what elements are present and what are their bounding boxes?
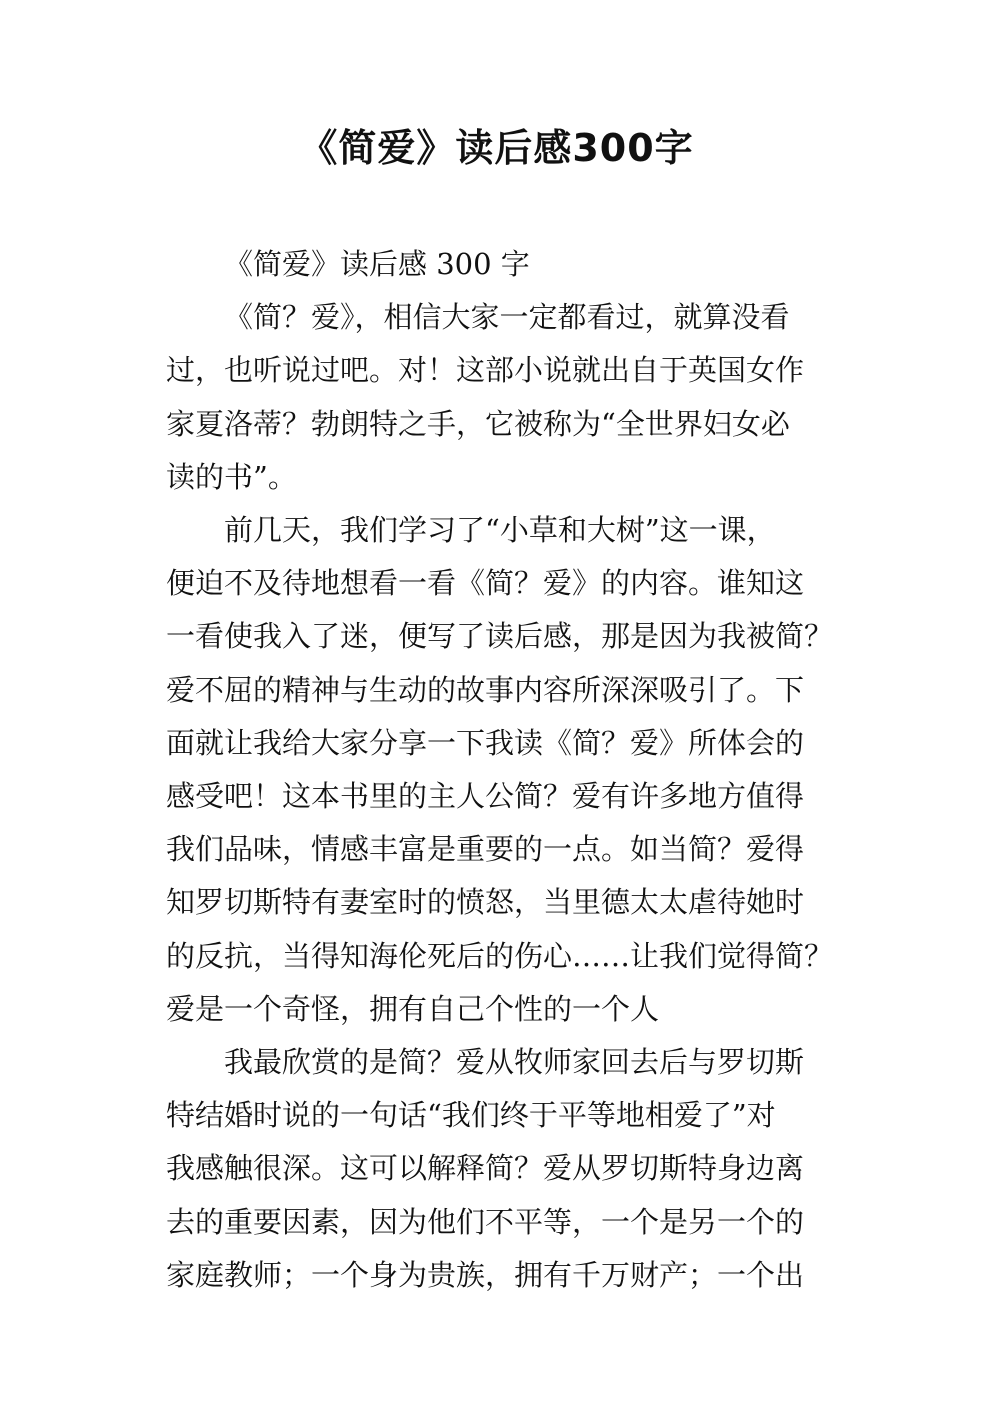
document-body: [166, 238, 842, 1302]
paragraph-line: 我们品味，情感丰富是重要的一点。如当简？爱得: [166, 832, 805, 867]
paragraph-line: 我最欣赏的是简？爱从牧师家回去后与罗切斯: [224, 1045, 805, 1080]
paragraph-line: 特结婚时说的一句话“我们终于平等地相爱了”对: [166, 1098, 776, 1133]
document-subtitle: 《简爱》读后感 300 字: [224, 247, 530, 281]
paragraph-line: 爱是一个奇怪，拥有自己个性的一个人: [166, 991, 660, 1026]
paragraph-3: [166, 1036, 842, 1302]
paragraph-1: [166, 291, 842, 504]
paragraph-line: 读的书”。: [166, 459, 297, 494]
document-title: 《简爱》读后感300字: [299, 126, 694, 170]
paragraph-line: 我感触很深。这可以解释简？爱从罗切斯特身边离: [166, 1151, 805, 1186]
paragraph-line: 前几天，我们学习了“小草和大树”这一课，: [224, 513, 776, 548]
paragraph-line: 过，也听说过吧。对！这部小说就出自于英国女作: [166, 353, 805, 388]
paragraph-line: 感受吧！这本书里的主人公简？爱有许多地方值得: [166, 779, 805, 814]
paragraph-line: 《简？爱》，相信大家一定都看过，就算没看: [224, 300, 790, 335]
paragraph-line: 便迫不及待地想看一看《简？爱》的内容。谁知这: [166, 566, 805, 601]
paragraph-line: 家庭教师；一个身为贵族，拥有千万财产；一个出: [166, 1257, 805, 1292]
paragraph-line: 一看使我入了迷，便写了读后感，那是因为我被简？: [166, 619, 834, 654]
paragraph-line: 去的重要因素，因为他们不平等，一个是另一个的: [166, 1204, 805, 1239]
paragraph-line: 爱不屈的精神与生动的故事内容所深深吸引了。下: [166, 672, 805, 707]
paragraph-line: 面就让我给大家分享一下我读《简？爱》所体会的: [166, 725, 805, 760]
paragraph-line: 知罗切斯特有妻室时的愤怒，当里德太太虐待她时: [166, 885, 805, 920]
paragraph-2: [166, 504, 842, 1036]
paragraph-line: 的反抗，当得知海伦死后的伤心……让我们觉得简？: [166, 938, 834, 973]
paragraph-line: 家夏洛蒂？勃朗特之手，它被称为“全世界妇女必: [166, 406, 790, 441]
